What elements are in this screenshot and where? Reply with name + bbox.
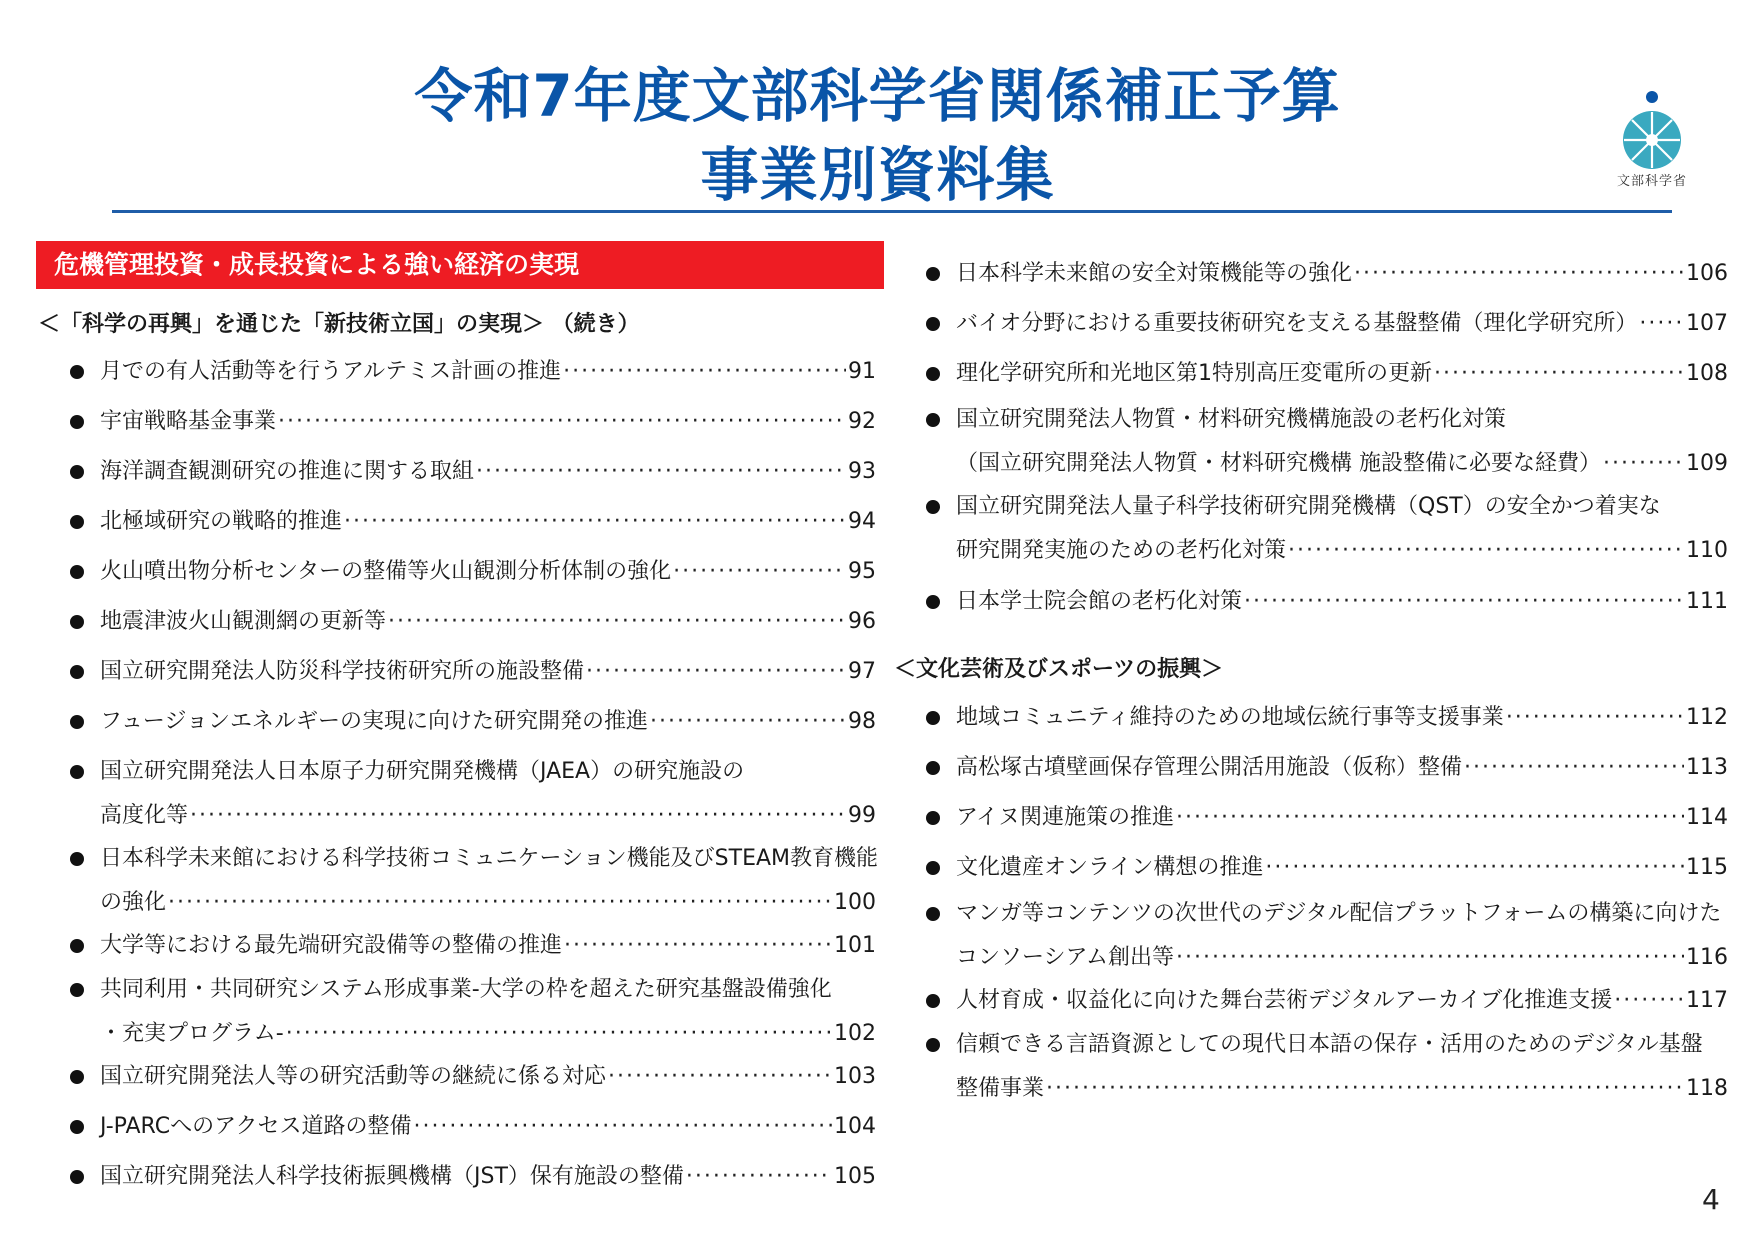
toc-item[interactable] [926,258,1728,290]
toc-item[interactable] [926,586,1728,618]
toc-item[interactable] [926,985,1728,1017]
dot-leader [1434,358,1684,390]
toc-item[interactable] [926,1029,1728,1101]
dot-leader [1639,308,1684,340]
toc-item-page: 93 [848,459,876,484]
dot-leader [650,706,846,738]
toc-item-page: 92 [848,409,876,434]
dot-leader [1464,752,1684,784]
toc-item[interactable] [70,1061,876,1093]
toc-item-page: 102 [834,1021,876,1046]
toc-item-page: 118 [1686,1076,1728,1101]
toc-item-page: 113 [1686,755,1728,780]
toc-item-label: 国立研究開発法人日本原子力研究開発機構（JAEA）の研究施設の [100,759,745,784]
toc-item-label-continued: ・充実プログラム- [100,1021,284,1046]
toc-item[interactable] [926,852,1728,884]
bullet-icon [70,852,84,866]
dot-leader [564,930,832,962]
toc-item-label: 北極域研究の戦略的推進 [100,509,343,534]
toc-item-label: J-PARCへのアクセス道路の整備 [100,1114,412,1139]
bullet-icon [70,415,84,429]
right-section-heading: ＜文化芸術及びスポーツの振興＞ [894,657,1224,682]
toc-item-label: 文化遺産オンライン構想の推進 [956,855,1264,880]
toc-item[interactable] [70,1111,876,1143]
bullet-icon [70,1170,84,1184]
toc-item[interactable] [70,843,879,915]
toc-item-page: 95 [848,559,876,584]
toc-item-page: 94 [848,509,876,534]
toc-item-page: 107 [1686,311,1728,336]
toc-item-label-continued: 整備事業 [956,1076,1045,1101]
dot-leader [1244,586,1684,618]
toc-item-page: 98 [848,709,876,734]
bullet-icon [70,1120,84,1134]
toc-item-label: 国立研究開発法人量子科学技術研究開発機構（QST）の安全かつ着実な [956,494,1661,519]
toc-item[interactable] [70,974,876,1046]
dot-leader [1265,852,1684,884]
dot-leader [686,1161,832,1193]
bullet-icon [926,317,940,331]
toc-item-label: 宇宙戦略基金事業 [100,409,277,434]
toc-item[interactable] [70,756,876,828]
toc-item-page: 96 [848,609,876,634]
bullet-icon [70,515,84,529]
toc-item[interactable] [926,702,1728,734]
toc-item-label: バイオ分野における重要技術研究を支える基盤整備（理化学研究所） [956,311,1638,336]
toc-item[interactable] [70,606,876,638]
page-number: 4 [1702,1183,1720,1216]
toc-item-label-continued: の強化 [100,890,167,915]
toc-item-page: 112 [1686,705,1728,730]
toc-item[interactable] [926,802,1728,834]
toc-item-label-continued: （国立研究開発法人物質・材料研究機構 施設整備に必要な経費） [956,451,1601,476]
toc-item-page: 114 [1686,805,1728,830]
bullet-icon [926,811,940,825]
toc-item-label: 共同利用・共同研究システム形成事業-大学の枠を超えた研究基盤設備強化 [100,977,832,1002]
bullet-icon [70,665,84,679]
toc-item-label-continued: 高度化等 [100,803,189,828]
toc-item[interactable] [70,456,876,488]
dot-leader [1176,942,1684,974]
toc-item-label: 国立研究開発法人科学技術振興機構（JST）保有施設の整備 [100,1164,684,1189]
dot-leader [413,1111,832,1143]
logo-text: 文部科学省 [1616,174,1687,189]
toc-item-page: 97 [848,659,876,684]
bullet-icon [70,983,84,997]
bullet-icon [926,1038,940,1052]
dot-leader [344,506,846,538]
toc-item[interactable] [70,406,876,438]
toc-item-page: 116 [1686,945,1728,970]
dot-leader [1603,448,1684,480]
toc-item-label: 国立研究開発法人物質・材料研究機構施設の老朽化対策 [956,407,1507,432]
dot-leader [190,800,846,832]
toc-item-page: 115 [1686,855,1728,880]
bullet-icon [70,765,84,779]
dot-leader [388,606,846,638]
bullet-icon [70,939,84,953]
dot-leader [1354,258,1684,290]
toc-item-label: マンガ等コンテンツの次世代のデジタル配信プラットフォームの構築に向けた [956,901,1722,926]
dot-leader [168,887,832,919]
toc-item-page: 108 [1686,361,1728,386]
dot-leader [286,1018,832,1050]
toc-item[interactable] [70,506,876,538]
toc-item[interactable] [926,358,1728,390]
left-section-heading: ＜「科学の再興」を通じた「新技術立国」の実現＞ （続き） [38,312,640,337]
toc-item-page: 100 [834,890,876,915]
dot-leader [278,406,846,438]
toc-item[interactable] [926,491,1728,563]
toc-item[interactable] [926,898,1728,970]
dot-leader [1288,535,1684,567]
toc-item-label: 火山噴出物分析センターの整備等火山観測分析体制の強化 [100,559,672,584]
bullet-icon [926,595,940,609]
toc-item[interactable] [926,752,1728,784]
toc-item-page: 117 [1686,988,1728,1013]
toc-item-label: 地域コミュニティ維持のための地域伝統行事等支援事業 [956,705,1504,730]
dot-leader [1046,1073,1684,1105]
toc-item-label: アイヌ関連施策の推進 [956,805,1175,830]
bullet-icon [926,994,940,1008]
toc-item-label: 月での有人活動等を行うアルテミス計画の推進 [100,359,562,384]
toc-item[interactable] [70,930,876,962]
toc-item[interactable] [70,656,876,688]
toc-item-label: 大学等における最先端研究設備等の整備の推進 [100,933,563,958]
dot-leader [608,1061,832,1093]
title-divider [112,210,1672,213]
toc-item[interactable] [926,308,1728,340]
toc-item-label: 地震津波火山観測網の更新等 [100,609,387,634]
toc-item[interactable] [70,556,876,588]
bullet-icon [70,1070,84,1084]
page-title-line1: 令和7年度文部科学省関係補正予算 [414,62,1341,130]
dot-leader [586,656,846,688]
toc-item-page: 99 [848,803,876,828]
toc-item-label: 日本科学未来館における科学技術コミュニケーション機能及びSTEAM教育機能 [100,846,879,871]
dot-leader [673,556,846,588]
bullet-icon [70,365,84,379]
page-title-line2: 事業別資料集 [700,141,1055,209]
toc-item-page: 103 [834,1064,876,1089]
toc-item-label: 信頼できる言語資源としての現代日本語の保存・活用のためのデジタル基盤 [956,1032,1703,1057]
toc-item-label: 海洋調査観測研究の推進に関する取組 [100,459,475,484]
bullet-icon [926,907,940,921]
bullet-icon [926,413,940,427]
toc-item-page: 101 [834,933,876,958]
bullet-icon [926,761,940,775]
bullet-icon [70,715,84,729]
toc-item-label: 日本科学未来館の安全対策機能等の強化 [956,261,1353,286]
dot-leader [476,456,846,488]
bullet-icon [926,267,940,281]
toc-item-label: 国立研究開発法人等の研究活動等の継続に係る対応 [100,1064,607,1089]
bullet-icon [926,367,940,381]
bullet-icon [70,465,84,479]
toc-item[interactable] [70,356,876,388]
toc-item-label-continued: 研究開発実施のための老朽化対策 [956,538,1287,563]
bullet-icon [926,861,940,875]
section-banner: 危機管理投資・成長投資による強い経済の実現 [36,241,884,289]
toc-item-page: 104 [834,1114,876,1139]
toc-item-label: 理化学研究所和光地区第1特別高圧変電所の更新 [956,361,1432,386]
toc-item-page: 110 [1686,538,1728,563]
dot-leader [1614,985,1684,1017]
toc-item-page: 105 [834,1164,876,1189]
toc-item-label: 国立研究開発法人防災科学技術研究所の施設整備 [100,659,585,684]
toc-item-label: 人材育成・収益化に向けた舞台芸術デジタルアーカイブ化推進支援 [956,988,1613,1013]
toc-item[interactable] [70,1161,876,1193]
toc-item-page: 111 [1686,589,1728,614]
bullet-icon [926,711,940,725]
toc-item-page: 109 [1686,451,1728,476]
toc-item[interactable] [70,706,876,738]
toc-item-page: 106 [1686,261,1728,286]
toc-item-label-continued: コンソーシアム創出等 [956,945,1175,970]
toc-item-label: 日本学士院会館の老朽化対策 [956,589,1243,614]
dot-leader [1506,702,1684,734]
toc-item-label: フュージョンエネルギーの実現に向けた研究開発の推進 [100,709,649,734]
toc-item-page: 91 [848,359,876,384]
toc-item-label: 高松塚古墳壁画保存管理公開活用施設（仮称）整備 [956,755,1463,780]
dot-leader [1176,802,1684,834]
toc-item[interactable] [926,404,1728,476]
bullet-icon [70,615,84,629]
bullet-icon [926,500,940,514]
bullet-icon [70,565,84,579]
dot-leader [563,356,846,388]
